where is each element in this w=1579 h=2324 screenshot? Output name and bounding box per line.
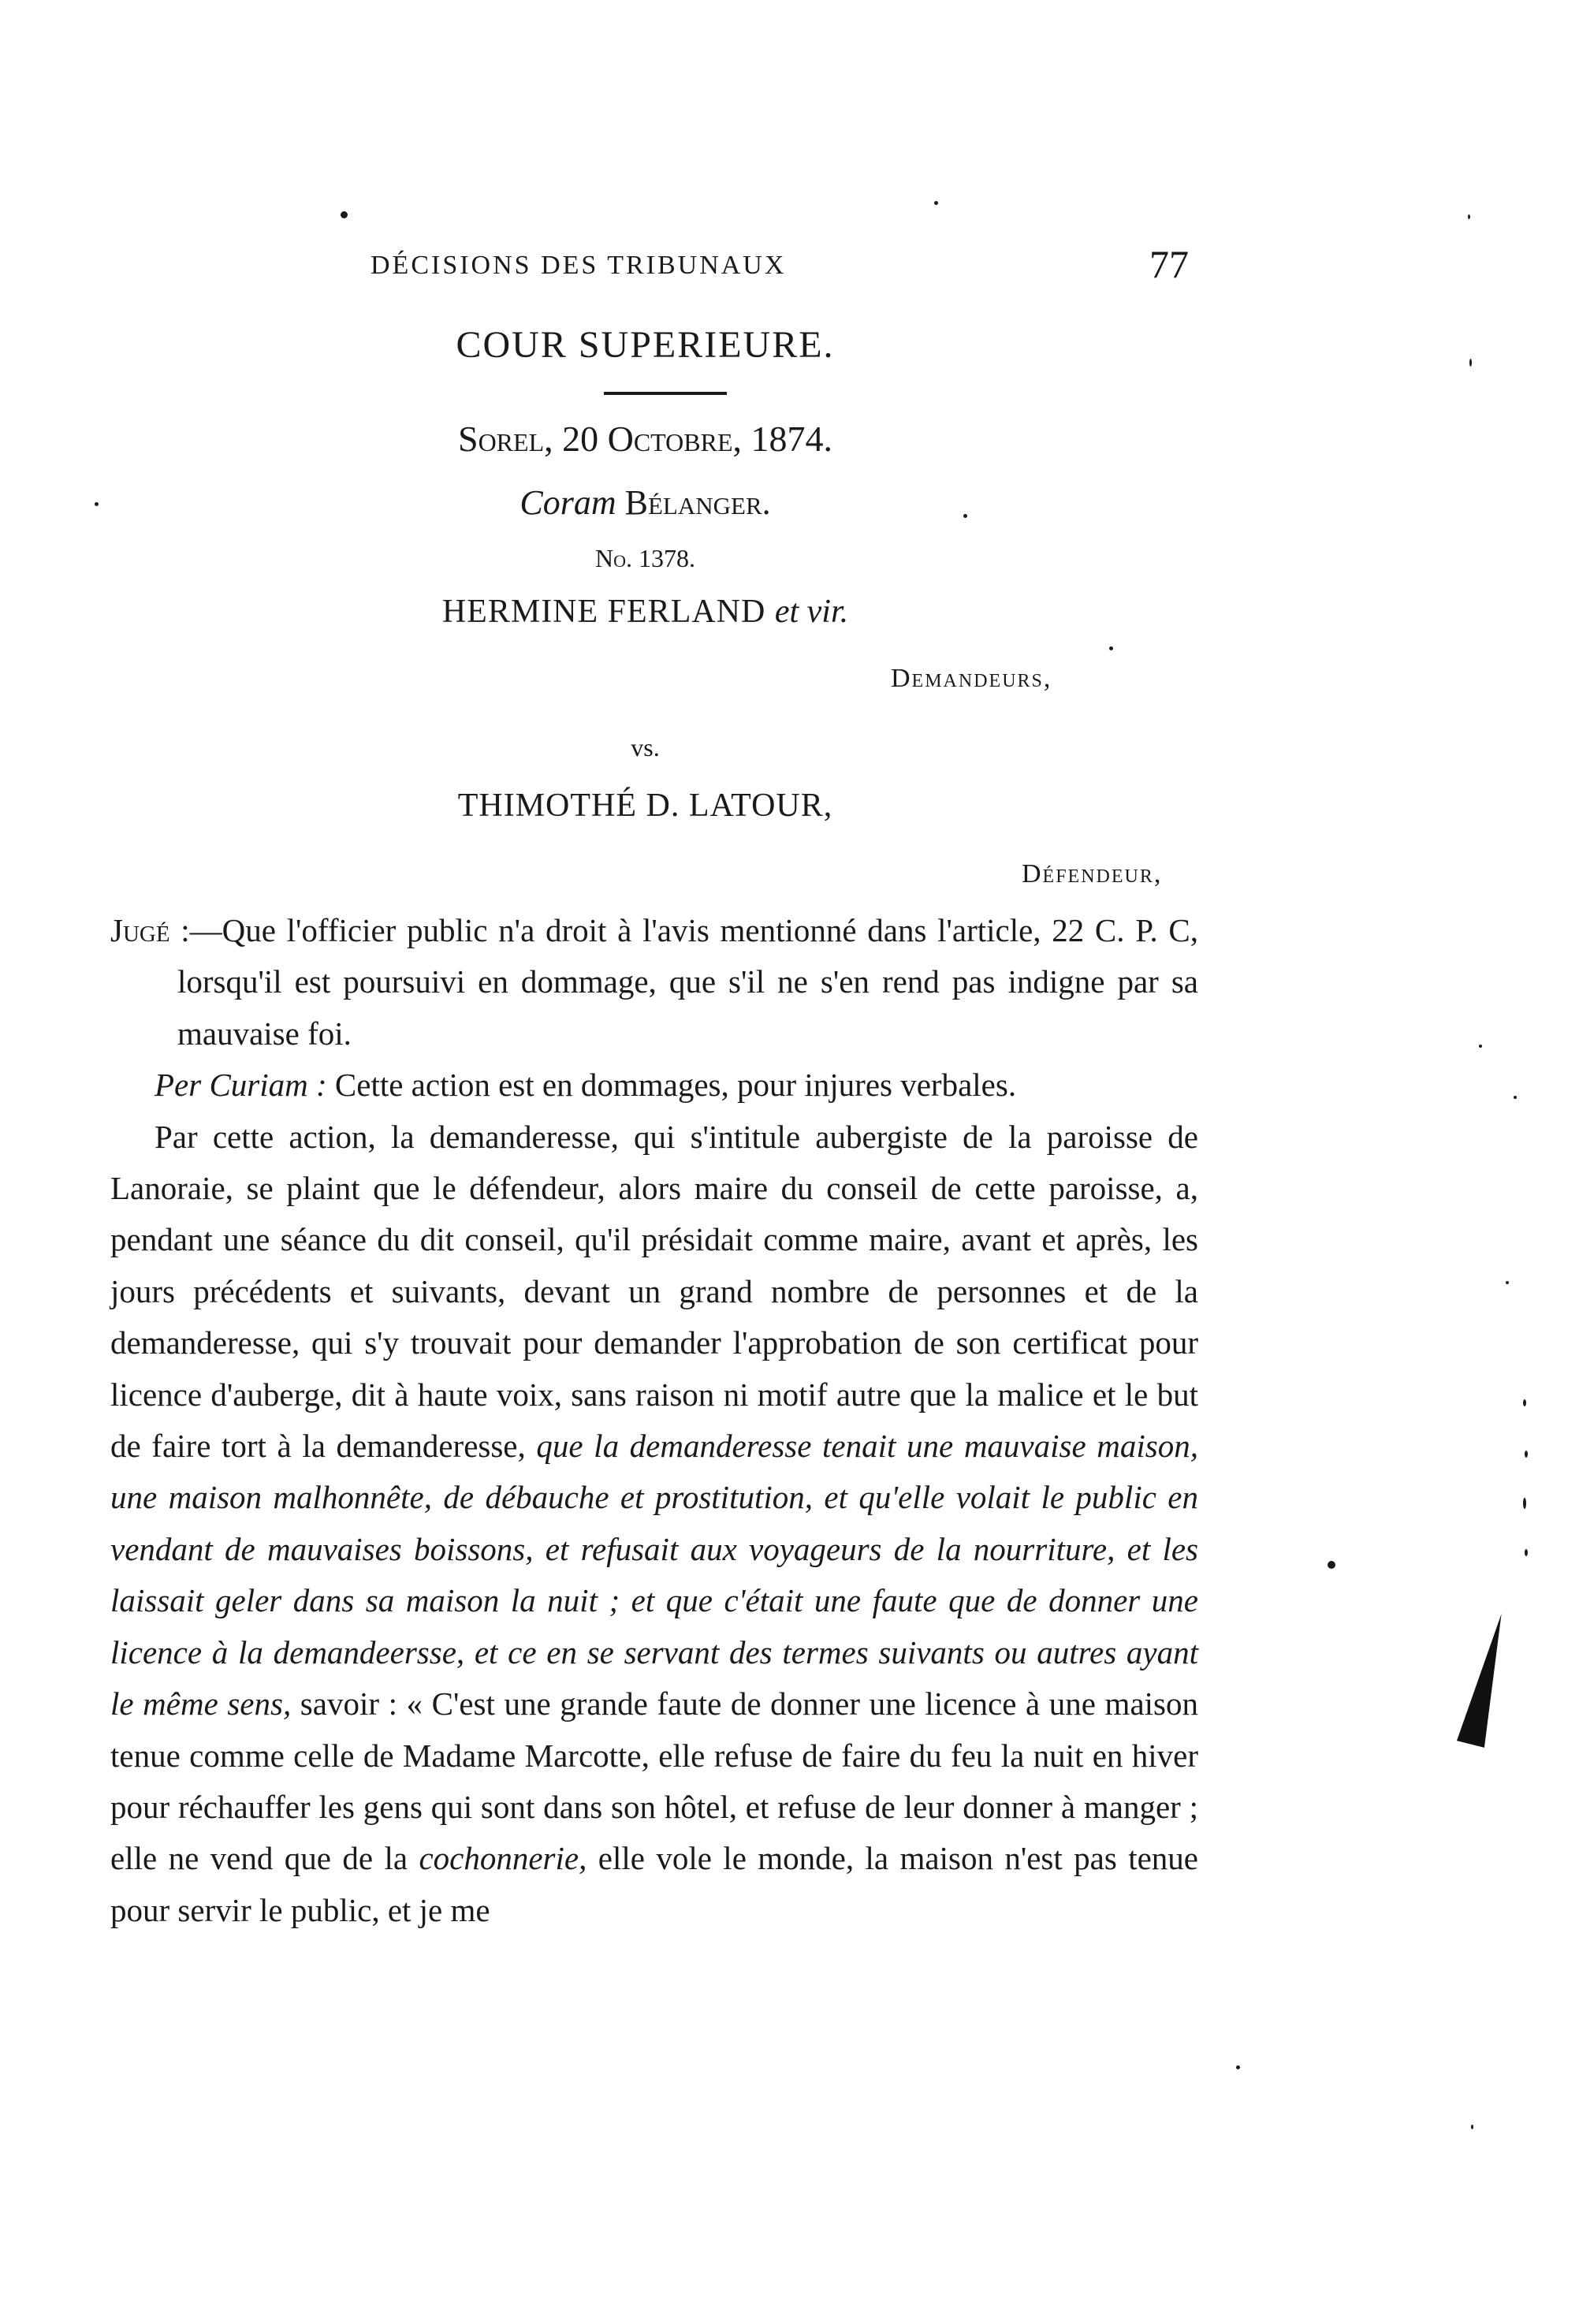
ink-speck xyxy=(1506,1281,1509,1284)
ink-speck xyxy=(934,201,938,205)
facts-intro: Par cette action, la demanderesse, qui s'intitule aubergiste de la paroisse de Lanoraie, se plaint que le défendeur, alors maire du conseil de cette paroisse, a, pendant une séance du dit conseil, qu'il présidait comme maire, avant et après, les jours précédents et suivants, devant un grand nombre de personnes et de la demanderesse, qui s'y trouvait pour demander l'approbation de son certificat pour licence d'auberge, dit à haute voix, sans raison ni motif autre que la malice et le but de faire tort à la demanderesse, xyxy=(110,1118,1198,1465)
place-and-date: Sorel, 20 Octobre, 1874. xyxy=(457,419,832,459)
ink-speck xyxy=(1514,1096,1517,1099)
plaintiff-line xyxy=(0,593,1290,631)
case-number: No. 1378. xyxy=(595,544,695,572)
ink-speck xyxy=(1523,1498,1526,1509)
facts-quote-end: elle vole le monde, la maison n'est pas tenue pour servir le public, et je me xyxy=(110,1840,1199,1928)
ink-speck xyxy=(1109,646,1113,650)
defendant-role: Défendeur, xyxy=(1022,859,1163,888)
versus-label: vs. xyxy=(631,733,660,762)
holding-paragraph xyxy=(110,905,1198,1060)
per-curiam-text: Cette action est en dommages, pour injures verbales. xyxy=(326,1067,1017,1104)
judge-name: Bélanger. xyxy=(624,483,771,522)
page-edge-shard xyxy=(1457,1611,1517,1748)
facts-quote-intro: savoir : « C'est une grande faute de donner une licence à une maison tenue comme celle de Madame Marcotte, elle refuse de faire du feu la nuit en hiver pour réchauffer les gens qui sont dans son hôtel, et refuse de leur donner à manger ; elle ne vend que de la xyxy=(110,1685,1198,1877)
per-curiam-paragraph xyxy=(110,1060,1198,1111)
coram-label: Coram xyxy=(520,483,616,522)
defendant-name: THIMOTHÉ D. LATOUR, xyxy=(457,788,833,824)
ink-speck xyxy=(1328,1561,1335,1569)
holding-text: :—Que l'officier public n'a droit à l'avis mentionné dans l'article, 22 C. P. C, lorsqu'il est poursuivi en dommage, que s'il ne s'en rend pas indigne par sa mauvaise foi. xyxy=(169,912,1198,1052)
heading-rule xyxy=(604,392,727,395)
coram-line xyxy=(0,482,1290,523)
judgment-text xyxy=(110,905,1198,1936)
running-title: DÉCISIONS DES TRIBUNAUX xyxy=(371,251,787,280)
ink-speck xyxy=(1479,1045,1482,1048)
ink-speck xyxy=(1523,1399,1526,1406)
ink-speck xyxy=(95,502,99,506)
ink-speck xyxy=(1468,214,1470,219)
plaintiff-suffix: et vir. xyxy=(774,594,849,630)
plaintiff-role: Demandeurs, xyxy=(891,664,1052,693)
ink-speck xyxy=(1236,2065,1240,2069)
ink-speck xyxy=(1471,2125,1473,2129)
facts-emphasis: cochonnerie, xyxy=(419,1840,587,1877)
ink-speck xyxy=(1525,1549,1528,1556)
per-curiam-label: Per Curiam : xyxy=(155,1067,327,1104)
plaintiff-name: HERMINE FERLAND xyxy=(441,594,766,630)
ink-speck xyxy=(1525,1451,1528,1458)
ink-speck xyxy=(1469,359,1472,367)
facts-paragraph xyxy=(110,1112,1198,1937)
holding-label: Jugé xyxy=(110,912,170,948)
facts-allegation: que la demanderesse tenait une mauvaise maison, une maison malhonnête, de débauche et prostitution, et qu'elle volait le public en vendant de mauvaises boissons, et refusait aux voyageurs de la nourriture, et les laissait geler dans sa maison la nuit ; et que c'était une faute que de donner une licence à la demandeersse, et ce en se servant des termes suivants ou autres ayant le même sens, xyxy=(110,1428,1198,1723)
court-heading: COUR SUPERIEURE. xyxy=(456,324,835,366)
ink-speck xyxy=(963,514,967,518)
ink-speck xyxy=(341,211,348,218)
page-number: 77 xyxy=(1149,242,1189,286)
